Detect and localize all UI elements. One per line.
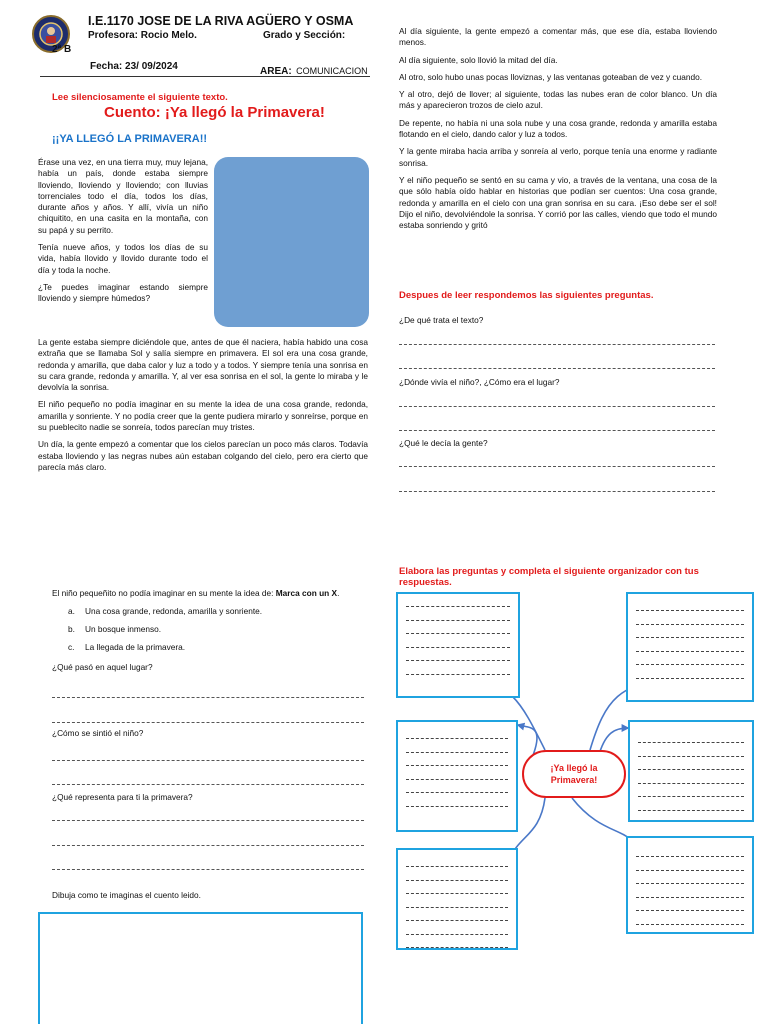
organizer-box-bottom-right[interactable] [626,836,754,934]
draw-instruction: Dibuja como te imaginas el cuento leido. [52,890,201,900]
story-subtitle: ¡¡YA LLEGÓ LA PRIMAVERA!! [52,133,208,145]
story-paragraph: Y la gente miraba hacia arriba y sonreía al verlo, porque tenía una enorme y radiante sonrisa. [399,146,717,168]
question-label: ¿De qué trata el texto? [399,315,484,325]
option-letter: a. [68,606,75,616]
question-label: ¿Qué pasó en aquel lugar? [52,662,153,672]
story-paragraph: Érase una vez, en una tierra muy, muy lejana, había un país, donde estaba siempre lloviendo, lloviendo y lloviendo; con lluvias torrenciales todo el día, todos los días, durante años y años. Y allí, vivía un niño chiquitito, en una casita en la montaña, con su papá y su perrito. [38,157,208,235]
story-paragraph: La gente estaba siempre diciéndole que, antes de que él naciera, había habido una cosa extraña que se llamaba Sol y salía siempre en primavera. El sol era una cosa grande, redonda y amarilla, que daba calor y luz a todo y a todos. Y siempre tenía una sonrisa en su cara grande, redonda y amarilla. Y, al ver esa sonrisa en el sol, la gente lo miraba y le devolvía la sonrisa. [38,337,368,393]
story-paragraph: Al día siguiente, la gente empezó a comentar más, que ese día, estaba lloviendo menos. [399,26,717,48]
grade-value: 2ª B [52,44,72,55]
story-paragraph: Y al otro, dejó de llover; al siguiente, todas las nubes eran de color blanco. Un día más y aparecieron trozos de cielo azul. [399,89,717,111]
option-text: Un bosque inmenso. [85,624,162,634]
grade-label: Grado y Sección: [263,30,346,41]
organizer-box-mid-left[interactable] [396,720,518,832]
story-paragraph: Y el niño pequeño se sentó en su cama y vio, a través de la ventana, una cosa de la que sólo había oído hablar en historias que podían ser cuentos: Una cosa grande, redonda y amarilla en el cielo con una gran sonrisa en su cara. ¡Eso debe ser el sol! Dijo el niño, devolviéndole la sonrisa. Y corrió por las calles, viendo que todo el mundo estaba sonriendo y gritó [399,174,717,231]
area-label: AREA: [260,66,292,77]
questions-title: Despues de leer respondemos las siguientes preguntas. [399,290,654,301]
teacher-name: Profesora: Rocio Melo. [88,30,197,41]
option-letter: b. [68,624,75,634]
date: Fecha: 23/ 09/2024 [90,61,178,72]
story-paragraph: Al día siguiente, solo llovió la mitad del día. [399,54,558,65]
story-paragraph: ¿Te puedes imaginar estando siempre lloviendo y siempre húmedos? [38,281,208,304]
story-title: Cuento: ¡Ya llegó la Primavera! [104,104,325,121]
organizer-box-bottom-left[interactable] [396,848,518,950]
reading-instruction: Lee silenciosamente el siguiente texto. [52,92,228,103]
organizer-box-top-right[interactable] [626,592,754,702]
school-name: I.E.1170 JOSE DE LA RIVA AGÜERO Y OSMA [88,14,354,28]
area-value: COMUNICACION [296,66,368,76]
option-letter: c. [68,642,75,652]
option-text: La llegada de la primavera. [85,642,186,652]
story-paragraph: Un día, la gente empezó a comentar que los cielos parecían un poco más claros. Todavía estaba lloviendo y las negras nubes aún estaban colgando del cielo, pero era cierto que parecía más claro. [38,439,368,472]
organizer-box-mid-right[interactable] [628,720,754,822]
story-paragraph: El niño pequeño no podía imaginar en su mente la idea de una cosa grande, redonda, amarilla y sonriente. Y no podía creer que la gente pudiera mirarlo y sonreírse, porque en su pueblecito nadie se sonreía, todos parecían muy tristes. [38,399,368,433]
mc-question-text: El niño pequeñito no podía imaginar en su mente la idea de: [52,588,274,598]
mc-instruction: Marca con un X [275,588,338,598]
organizer-box-top-left[interactable] [396,592,520,698]
mc-period: . [337,588,340,598]
organizer-center-label: ¡Ya llegó la Primavera! [550,763,598,785]
option-text: Una cosa grande, redonda, amarilla y sonriente. [85,606,263,616]
story-paragraph: Tenía nueve años, y todos los días de su vida, había llovido y llovido durante todo el día y toda la noche. [38,242,208,275]
question-label: ¿Dónde vivía el niño?, ¿Cómo era el lugar? [399,377,560,387]
story-paragraph: Al otro, solo hubo unas pocas lloviznas, y las ventanas goteaban de vez y cuando. [399,71,703,82]
story-paragraph: De repente, no había ni una sola nube y una cosa grande, redonda y amarilla estaba flotando en el cielo, dando calor y luz a todos. [399,117,717,140]
organizer-instruction: Elabora las preguntas y completa el siguiente organizador con tus respuestas. [399,566,699,588]
question-label: ¿Qué le decía la gente? [399,438,488,448]
question-label: ¿Qué representa para ti la primavera? [52,792,193,802]
question-label: ¿Cómo se sintió el niño? [52,728,144,738]
organizer-center [522,750,626,798]
